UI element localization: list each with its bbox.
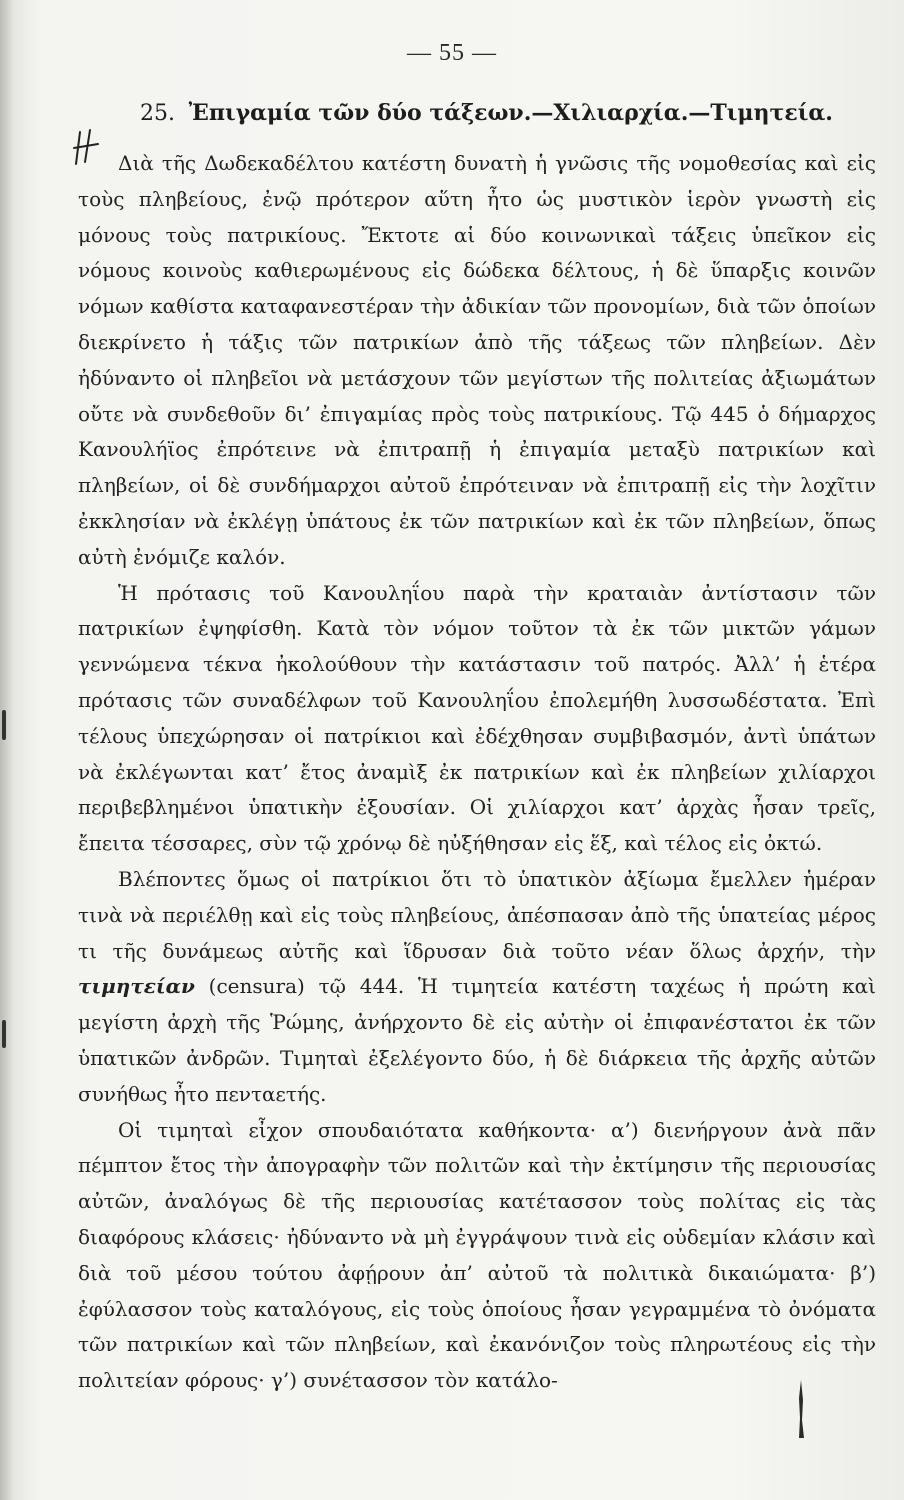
paragraph-3-start: Βλέποντες ὅμως οἱ πατρίκιοι ὅτι τὸ ὑπατικὸν ἀξίωμα ἔμελλεν ἡμέραν τινὰ νὰ περιέλθῃ καὶ εἰς τοὺς πληβείους, ἀπέσπασαν ἀπὸ τῆς ὑπατείας μέρος τι τῆς δυνάμεως αὐτῆς καὶ ἵδρυσαν διὰ τοῦτο νέαν ὅλως ἀρχήν, τὴν — [78, 866, 876, 963]
paragraph-4: Οἱ τιμηταὶ εἶχον σπουδαιότατα καθήκοντα· α’) διενήργουν ἀνὰ πᾶν πέμπτον ἔτος τὴν ἀπογραφὴν τῶν πολιτῶν καὶ τὴν ἐκτίμησιν τῆς περιουσίας αὐτῶν, ἀναλόγως δὲ τῆς περιουσίας κατέτασσον τοὺς πολίτας εἰς τὰς διαφόρους κλάσεις· ἠδύναντο νὰ μὴ ἐγγράψουν τινὰ εἰς οὐδεμίαν κλάσιν καὶ διὰ τοῦ μέσου τούτου ἀφῄρουν ἀπ’ αὐτοῦ τὰ πολιτικὰ δικαιώματα· β’) ἐφύλασσον τοὺς καταλόγους, εἰς τοὺς ὁποίους ἦσαν γεγραμμένα τὸ ὀνόματα τῶν πατρικίων καὶ τῶν πληβείων, καὶ ἐκανόνιζον τοὺς πληρωτέους εἰς τὴν πολιτείαν φόρους· γ’) συνέτασσον τὸν κατάλο- — [78, 1117, 876, 1393]
section-heading — [140, 100, 833, 126]
body-text — [78, 146, 876, 1399]
margin-mark — [2, 710, 6, 740]
page-number: — 55 — — [407, 40, 497, 66]
paragraph-2: Ἡ πρότασις τοῦ Κανουληΐου παρὰ τὴν κραταιὰν ἀντίστασιν τῶν πατρικίων ἐψηφίσθη. Κατὰ τὸν νόμον τοῦτον τὰ ἐκ τῶν μικτῶν γάμων γεννώμενα τέκνα ἠκολούθουν τὴν κατάστασιν τοῦ πατρός. Ἀλλ’ ἡ ἑτέρα πρότασις τῶν συναδέλφων τοῦ Κανουληΐου ἐπολεμήθη λυσσωδέστατα. Ἐπὶ τέλους ὑπεχώρησαν οἱ πατρίκιοι καὶ ἐδέχθησαν συμβιβασμόν, ἀντὶ ὑπάτων νὰ ἐκλέγωνται κατ’ ἔτος ἀναμὶξ ἐκ πατρικίων καὶ ἐκ πληβείων χιλίαρχοι περιβεβλημένοι ὑπατικὴν ἐξουσίαν. Οἱ χιλίαρχοι κατ’ ἀρχὰς ἦσαν τρεῖς, ἔπειτα τέσσαρες, σὺν τῷ χρόνῳ δὲ ηὐξήθησαν εἰς ἕξ, καὶ τέλος εἰς ὀκτώ. — [78, 580, 876, 856]
margin-mark — [2, 1020, 6, 1048]
section-title: Ἐπιγαμία τῶν δύο τάξεων.—Χιλιαρχία.—Τιμητεία. — [188, 100, 833, 126]
emphasized-term: τιμητείαν — [78, 974, 195, 999]
ink-blot-icon — [797, 1380, 805, 1440]
section-number: 25. — [140, 101, 175, 126]
paragraph-1: Διὰ τῆς Δωδεκαδέλτου κατέστη δυνατὴ ἡ γνῶσις τῆς νομοθεσίας καὶ εἰς τοὺς πληβείους, ἐνῷ πρότερον αὕτη ἦτο ὡς μυστικὸν ἱερὸν γνωστὴ εἰς μόνους τοὺς πατρικίους. Ἔκτοτε αἱ δύο κοινωνικαὶ τάξεις ὑπεῖκον εἰς νόμους κοινοὺς καθιερωμένους εἰς δώδεκα δέλτους, ἡ δὲ ὕπαρξις κοινῶν νόμων καθίστα καταφανεστέραν τὴν ἀδικίαν τῶν προνομίων, διὰ τῶν ὁποίων διεκρίνετο ἡ τάξις τῶν πατρικίων ἀπὸ τῆς τάξεως τῶν πληβείων. Δὲν ἠδύναντο οἱ πληβεῖοι νὰ μετάσχουν τῶν μεγίστων τῆς πολιτείας ἀξιωμάτων οὔτε νὰ συνδεθοῦν δι’ ἐπιγαμίας πρὸς τοὺς πατρικίους. Τῷ 445 ὁ δήμαρχος Κανουλήϊος ἐπρότεινε νὰ ἐπιτραπῇ ἡ ἐπιγαμία μεταξὺ πατρικίων καὶ πληβείων, οἱ δὲ συνδήμαρχοι αὐτοῦ ἐπρότειναν νὰ ἐπιτραπῇ εἰς τὴν λοχῖτιν ἐκκλησίαν νὰ ἐκλέγῃ ὑπάτους ἐκ τῶν πατρικίων καὶ ἐκ τῶν πληβείων, ὅπως αὐτὴ ἐνόμιζε καλόν. — [78, 151, 876, 569]
paragraph-3 — [78, 862, 876, 1113]
paragraph-3-end: (censura) τῷ 444. Ἡ τιμητεία κατέστη ταχέως ἡ πρώτη καὶ μεγίστη ἀρχὴ τῆς Ῥώμης, ἀνήρχοντο δὲ εἰς αὐτὴν οἱ ἐπιφανέστατοι ἐκ τῶν ὑπατικῶν ἀνδρῶν. Τιμηταὶ ἐξελέγοντο δύο, ἡ δὲ διάρκεια τῆς ἀρχῆς αὐτῶν συνήθως ἦτο πενταετής. — [78, 974, 876, 1106]
